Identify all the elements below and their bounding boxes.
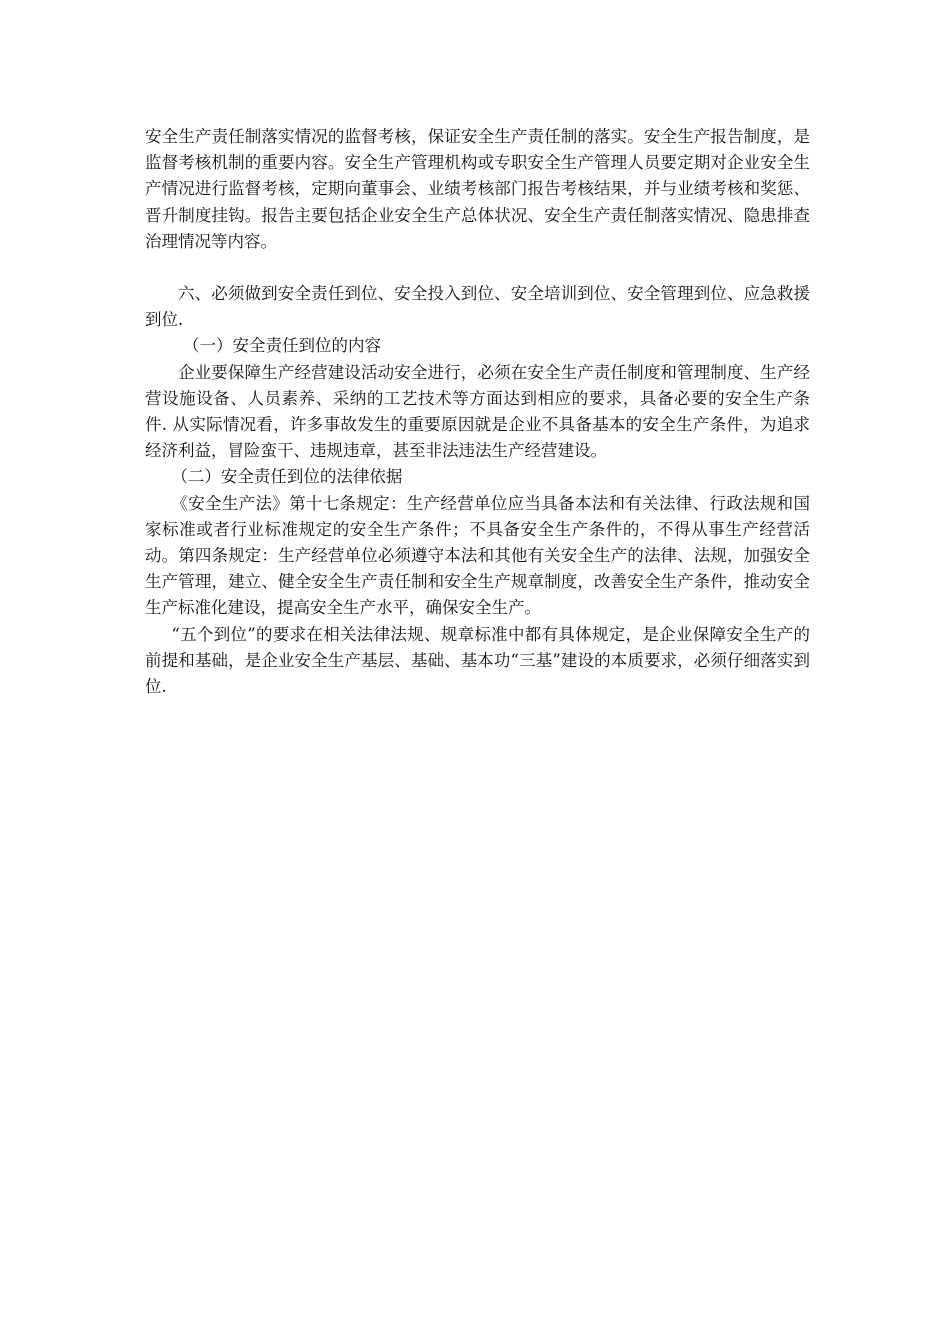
paragraph-responsibility-content: 企业要保障生产经营建设活动安全进行，必须在安全生产责任制度和管理制度、生产经营设施设备、人员素养、采纳的工艺技术等方面达到相应的要求，具备必要的安全生产条件. 从实际情况看，许多事故发生的重要原因就是企业不具备基本的安全生产条件，为追求经济利益，冒险蛮干、违规违章，甚至非法违法生产经营建设。 [145,362,810,461]
paragraph-supervision: 安全生产责任制落实情况的监督考核，保证安全生产责任制的落实。安全生产报告制度，是监督考核机制的重要内容。安全生产管理机构或专职安全生产管理人员要定期对企业安全生产情况进行监督考核，定期向董事会、业绩考核部门报告考核结果，并与业绩考核和奖惩、晋升制度挂钩。报告主要包括企业安全生产总体状况、安全生产责任制落实情况、隐患排查治理情况等内容。 [145,127,810,251]
paragraph-five-in-place: “五个到位”的要求在相关法律法规、规章标准中都有具体规定，是企业保障安全生产的前提和基础，是企业安全生产基层、基础、基本功“三基”建设的本质要求，必须仔细落实到位. [145,624,810,697]
document-body [145,124,810,700]
subheading-legal-basis: （二）安全责任到位的法律依据 [171,467,403,487]
paragraph-legal-basis: 《安全生产法》第十七条规定：生产经营单位应当具备本法和有关法律、行政法规和国家标准或者行业标准规定的安全生产条件；不具备安全生产条件的，不得从事生产经营活动。第四条规定：生产经营单位必须遵守本法和其他有关安全生产的法律、法规，加强安全生产管理，建立、健全安全生产责任制和安全生产规章制度，改善安全生产条件，推动安全生产标准化建设，提高安全生产水平，确保安全生产。 [145,493,810,618]
subheading-responsibility-content: （一）安全责任到位的内容 [182,336,381,356]
section-heading-six: 六、必须做到安全责任到位、安全投入到位、安全培训到位、安全管理到位、应急救援到位. [145,284,810,330]
